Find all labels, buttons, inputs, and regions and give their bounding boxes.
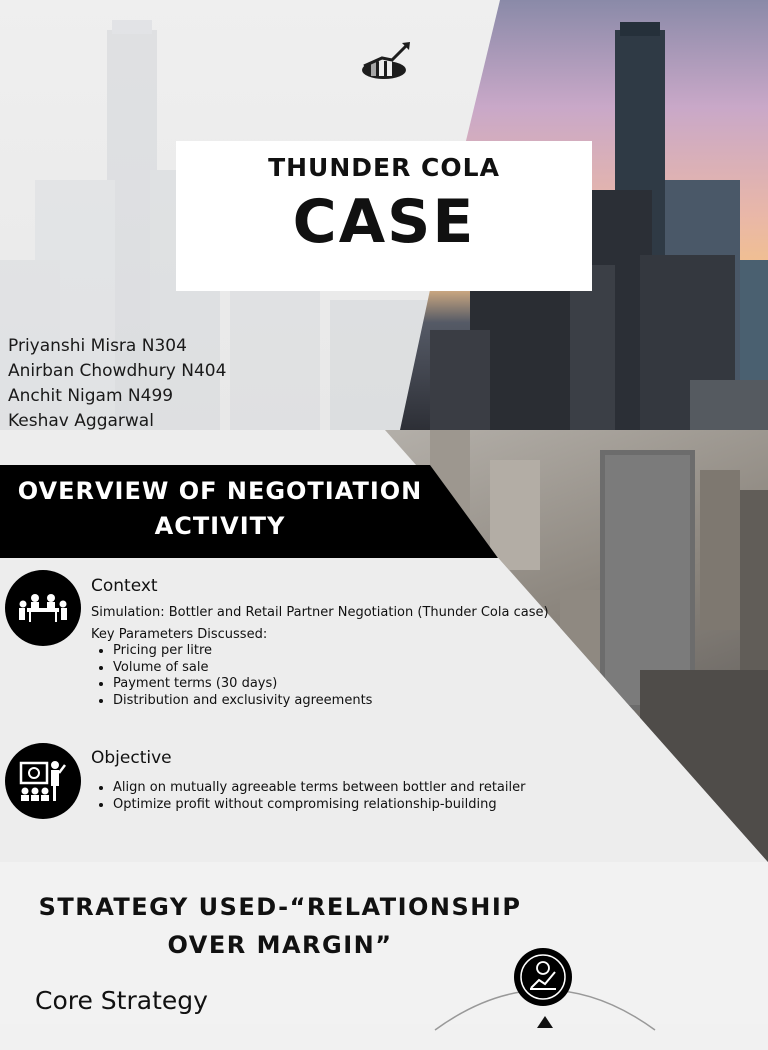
author-name: Anchit Nigam N499	[8, 386, 174, 406]
list-item: • Payment terms (30 days)	[113, 676, 372, 693]
title-big: CASE	[292, 187, 476, 257]
list-item: • Volume of sale	[113, 660, 372, 677]
objective-heading: Objective	[91, 748, 172, 768]
author-list	[8, 334, 226, 430]
objective-list	[91, 780, 525, 813]
strategy-heading-line1: STRATEGY USED-“RELATIONSHIP	[38, 893, 522, 921]
meeting-table-icon	[5, 570, 81, 646]
list-item: • Distribution and exclusivity agreements	[113, 693, 372, 710]
overview-section	[0, 430, 768, 862]
author-name: Anirban Chowdhury N404	[8, 361, 227, 381]
presentation-icon	[5, 743, 81, 819]
context-params-label: Key Parameters Discussed:	[91, 627, 268, 642]
hero-section	[0, 0, 768, 430]
growth-chart-logo-icon	[358, 40, 412, 86]
strategy-heading	[0, 888, 560, 964]
title-small: THUNDER COLA	[268, 153, 500, 182]
context-simulation: Simulation: Bottler and Retail Partner Negotiation (Thunder Cola case)	[91, 605, 549, 620]
overview-heading	[0, 474, 440, 544]
author-name: Keshav Aggarwal	[8, 411, 154, 430]
overview-heading-line2: ACTIVITY	[154, 512, 286, 540]
title-card	[176, 141, 592, 291]
author-name: Priyanshi Misra N304	[8, 336, 187, 356]
context-params-list	[91, 643, 372, 709]
list-item: • Align on mutually agreeable terms between bottler and retailer	[113, 780, 525, 797]
strategy-heading-line2: OVER MARGIN”	[167, 931, 393, 959]
overview-heading-line1: OVERVIEW OF NEGOTIATION	[17, 477, 423, 505]
money-chart-icon	[514, 948, 572, 1006]
context-heading: Context	[91, 576, 158, 596]
strategy-section	[0, 862, 768, 1024]
list-item: • Optimize profit without compromising relationship-building	[113, 797, 525, 814]
core-strategy-label: Core Strategy	[35, 986, 208, 1015]
list-item: • Pricing per litre	[113, 643, 372, 660]
